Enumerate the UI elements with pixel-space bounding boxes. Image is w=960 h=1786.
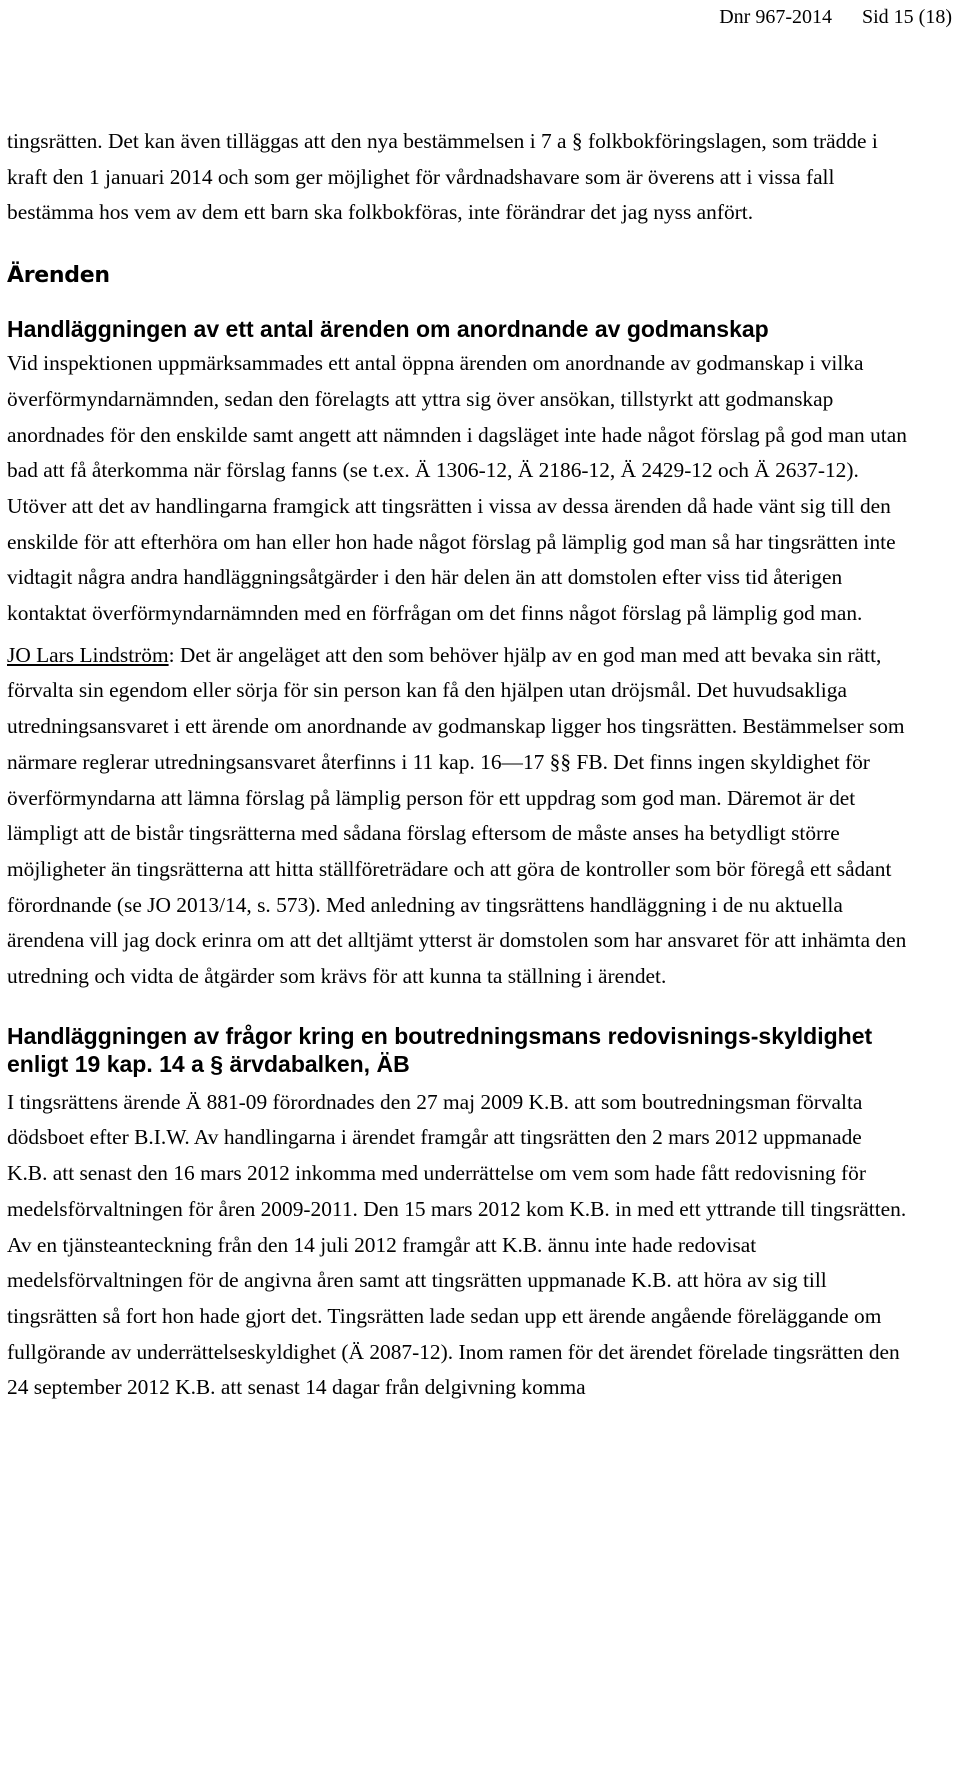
section-heading-arenden: Ärenden: [7, 263, 110, 289]
document-body: [7, 124, 907, 1406]
page-header: [719, 6, 952, 29]
paragraph-jo-statement: [7, 638, 907, 995]
paragraph-boutredning: I tingsrättens ärende Ä 881-09 förordnades den 27 maj 2009 K.B. att som boutredningsman förvalta dödsboet efter B.I.W. Av handlingarna i ärendet framgår att tingsrätten den 2 mars 2012 uppmanade K.B. att senast den 16 mars 2012 inkomma med underrättelse om vem som hade fått redovisning för medelsförvaltningen för åren 2009-2011. Den 15 mars 2012 kom K.B. in med ett yttrande till tingsrätten. Av en tjänsteanteckning från den 14 juli 2012 framgår att K.B. ännu inte hade redovisat medelsförvaltningen för de angivna åren samt att tingsrätten uppmanade K.B. att höra av sig till tingsrätten så fort hon hade gjort det. Tingsrätten lade sedan upp ett ärende angående föreläggande om fullgörande av underrättelseskyldighet (Ä 2087-12). Inom ramen för det ärendet förelade tingsrätten den 24 september 2012 K.B. att senast 14 dagar från delgivning komma: [7, 1089, 907, 1400]
paragraph-godmanskap-findings: Vid inspektionen uppmärksammades ett antal öppna ärenden om anordnande av godmanskap i vilka överförmyndarnämnden, sedan den förelagts att yttra sig över ansökan, tillstyrkt att godmanskap anordnades för den enskilde samt angett att nämnden i dagsläget inte hade något förslag på god man utan bad att få återkomma när förslag fanns (se t.ex. Ä 1306-12, Ä 2186-12, Ä 2429-12 och Ä 2637-12). Utöver att det av handlingarna framgick att tingsrätten i vissa av dessa ärenden då hade vänt sig till den enskilde för att efterhöra om han eller hon hade något förslag på lämplig god man så har tingsrätten inte vidtagit några andra handläggningsåtgärder i den här delen än att domstolen efter viss tid återigen kontaktat överförmyndarnämnden med en förfrågan om det finns något förslag på lämplig god man.: [7, 351, 907, 626]
subheading-godmanskap: Handläggningen av ett antal ärenden om anordnande av godmanskap: [7, 316, 769, 343]
jo-statement-text: : Det är angeläget att den som behöver hjälp av en god man med att bevaka sin rätt, förvalta sin egendom eller sörja för sin person kan få den hjälpen utan dröjsmål. Det huvudsakliga utredningsansvaret i ett ärende om anordnande av godmanskap ligger hos tingsrätten. Bestämmelser som närmare reglerar utredningsansvaret återfinns i 11 kap. 16—17 §§ FB. Det finns ingen skyldighet för överförmyndarna att lämna förslag på lämplig person för ett uppdrag som god man. Däremot är det lämpligt att de bistår tingsrätterna med sådana förslag eftersom de måste anses ha betydligt större möjligheter än tingsrätterna att hitta ställföreträdare och att göra de kontroller som bör föregå ett sådant förordnande (se JO 2013/14, s. 573). Med anledning av tingsrättens handläggning i de nu aktuella ärendena vill jag dock erinra om att det alltjämt ytterst är domstolen som har ansvaret för att inhämta den utredning och vidta de åtgärder som krävs för att kunna ta ställning i ärendet.: [7, 642, 907, 989]
subheading-boutredning: Handläggningen av frågor kring en boutredningsmans redovisnings-skyldighet enligt 19 kap. 14 a § ärvdabalken, ÄB: [7, 1022, 873, 1078]
page-number: Sid 15 (18): [862, 6, 952, 28]
case-number: Dnr 967-2014: [719, 6, 832, 28]
paragraph-intro: tingsrätten. Det kan även tilläggas att den nya bestämmelsen i 7 a § folkbokföringslagen, som trädde i kraft den 1 januari 2014 och som ger möjlighet för vårdnadshavare som är överens att i vissa fall bestämma hos vem av dem ett barn ska folkbokföras, inte förändrar det jag nyss anfört.: [7, 129, 878, 225]
jo-name: JO Lars Lindström: [7, 642, 169, 667]
